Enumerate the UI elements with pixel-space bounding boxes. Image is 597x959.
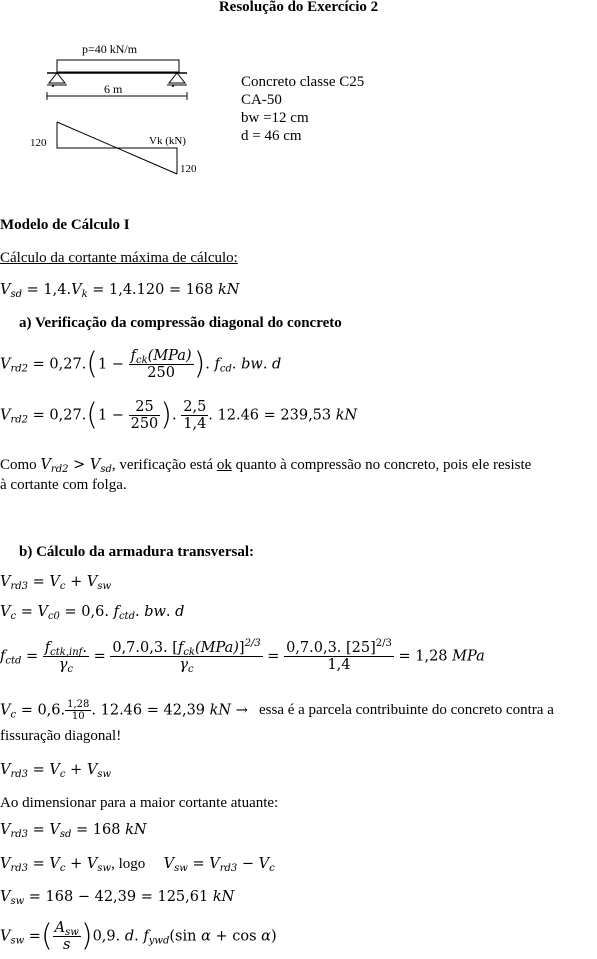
left-support-icon	[49, 73, 65, 83]
eq-fctd: $f_{ctd}$ = $\frac{f_{ctk,inf}.}{\gamma_c}$ = $\frac{0,7.0,3. [f_{ck}(MPa)]^{2/3}}{\gamma_c}$ = $\frac{0,7.0,3. [25]^{2/3}}{1,4}$ = 1,28 MPa	[0, 638, 485, 675]
shear-right-value: 120	[180, 163, 197, 175]
eq-vc-numeric: $V_c = 0,6$. $\frac{1,28}{10}$ . 12.46 = 42,39 kN →	[0, 699, 248, 722]
dimension-text: Ao dimensionar para a maior cortante atuante:	[0, 795, 279, 811]
shear-label: Vk (kN)	[149, 135, 186, 147]
page-title: Resolução do Exercício 2	[218, 0, 379, 15]
eq-vrd3-logo: $V_{rd3} = V_c + V_{sw}$, logo $V_{sw} = V_{rd3} - V_c$	[0, 856, 275, 874]
right-support-icon	[169, 73, 185, 83]
vc-note: essa é a parcela contribuinte do concreto contra a	[259, 702, 554, 718]
eq-vsw-formula: $V_{sw}$ =( $\frac{A_{sw}}{s}$ )0,9. d. $f_{ywd}(\sin$ α + cos α)	[0, 918, 277, 954]
eq-vsw-value: $V_{sw} = 168 - 42,39 = 125,61$ kN	[0, 889, 235, 907]
como-paragraph-line2: à cortante com folga.	[0, 477, 127, 493]
spec-steel: CA-50	[241, 92, 282, 108]
eq-vrd3: $V_{rd3} = V_c + V_{sw}$	[0, 574, 112, 592]
eq-vrd3-b: $V_{rd3} = V_c + V_{sw}$	[0, 762, 112, 780]
span-label: 6 m	[104, 82, 123, 96]
eq-vrd2-numeric: $V_{rd2} = 0,27.(1$ − $\frac{25}{250}$ ). $\frac{2,5}{1,4}$ . 12.46 = 239,53 kN	[0, 397, 358, 433]
beam-diagram	[25, 40, 235, 180]
eq-vrd3-vsd: $V_{rd3} = V_{sd} = 168$ kN	[0, 822, 147, 840]
section-a-heading: a) Verificação da compressão diagonal do concreto	[19, 315, 342, 331]
eq-vrd2-formula: $V_{rd2} = 0,27.(1$ − $\frac{f_{ck}(MPa)}{250}$ ). $f_{cd}$. bw. d	[0, 346, 282, 382]
spec-d: d = 46 cm	[241, 128, 302, 144]
como-paragraph: Como $V_{rd2} > V_{sd}$, verificação está ok quanto à compressão no concreto, pois ele resiste	[0, 457, 532, 475]
max-shear-heading: Cálculo da cortante máxima de cálculo:	[0, 250, 238, 266]
eq-vsd: $V_{sd} = 1,4.V_k = 1,4.120 = 168$ kN	[0, 282, 240, 300]
eq-vc: $V_c = V_{c0} = 0,6$. $f_{ctd}$. bw. d	[0, 604, 185, 622]
load-label: p=40 kN/m	[82, 42, 138, 56]
spec-bw: bw =12 cm	[241, 110, 309, 126]
spec-concrete: Concreto classe C25	[241, 74, 365, 90]
section-b-heading: b) Cálculo da armadura transversal:	[19, 544, 254, 560]
vc-note-line2: fissuração diagonal!	[0, 728, 122, 744]
distributed-load	[57, 60, 179, 72]
shear-left-value: 120	[30, 137, 47, 149]
model-heading: Modelo de Cálculo I	[0, 217, 130, 233]
